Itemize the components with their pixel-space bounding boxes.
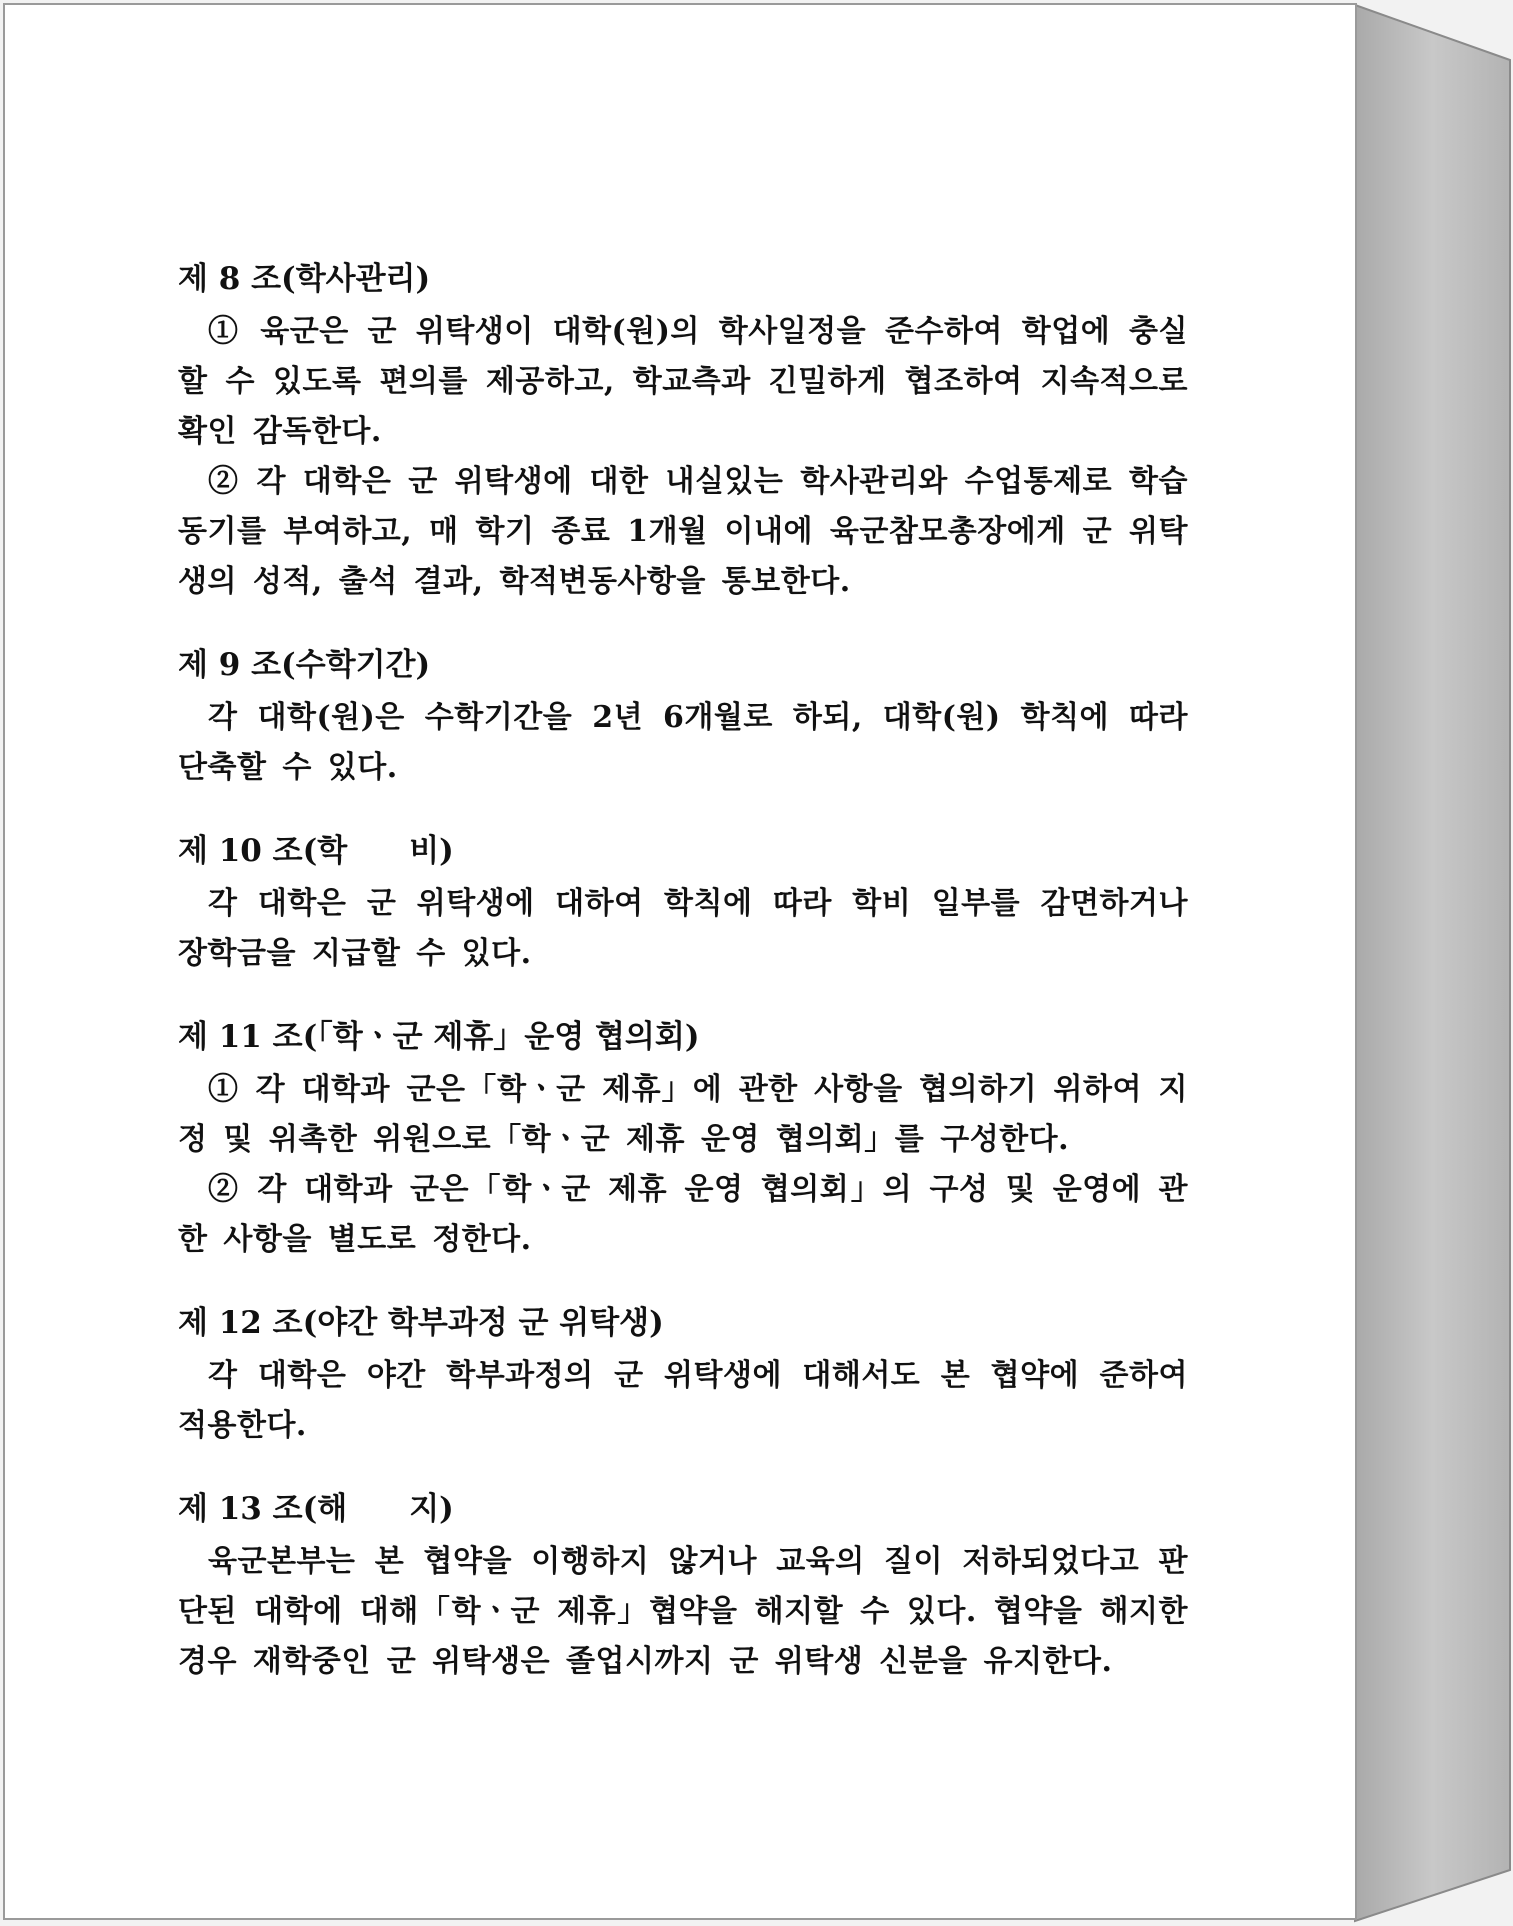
article-paragraph: 각 대학(원)은 수학기간을 2년 6개월로 하되, 대학(원) 학칙에 따라 단축할 수 있다. [178,700,1188,785]
article-13 [178,1485,1188,1687]
article-8 [178,255,1188,607]
article-paragraph: ① 육군은 군 위탁생이 대학(원)의 학사일정을 준수하여 학업에 충실할 수 있도록 편의를 제공하고, 학교측과 긴밀하게 협조하여 지속적으로 확인 감독한다. [178,314,1188,449]
article-paragraph: ② 각 대학과 군은「학ㆍ군 제휴 운영 협의회」의 구성 및 운영에 관한 사항을 별도로 정한다. [178,1172,1188,1257]
article-heading: 제 12 조(야간 학부과정 군 위탁생) [178,1305,664,1341]
article-heading: 제 10 조(학 비) [178,833,454,869]
article-paragraph: ② 각 대학은 군 위탁생에 대한 내실있는 학사관리와 수업통제로 학습 동기를 부여하고, 매 학기 종료 1개월 이내에 육군참모총장에게 군 위탁생의 성적, 출석 결과, 학적변동사항을 통보한다. [178,464,1188,599]
article-heading: 제 8 조(학사관리) [178,261,431,297]
article-9 [178,641,1188,793]
article-paragraph: ① 각 대학과 군은「학ㆍ군 제휴」에 관한 사항을 협의하기 위하여 지정 및 위촉한 위원으로「학ㆍ군 제휴 운영 협의회」를 구성한다. [178,1072,1188,1157]
article-heading: 제 9 조(수학기간) [178,647,431,683]
article-paragraph: 각 대학은 군 위탁생에 대하여 학칙에 따라 학비 일부를 감면하거나 장학금을 지급할 수 있다. [178,886,1188,971]
article-heading: 제 11 조(「학ㆍ군 제휴」운영 협의회) [178,1019,700,1055]
article-11 [178,1013,1188,1265]
article-10 [178,827,1188,979]
article-paragraph: 각 대학은 야간 학부과정의 군 위탁생에 대해서도 본 협약에 준하여 적용한다. [178,1358,1188,1443]
article-12 [178,1299,1188,1451]
article-heading: 제 13 조(해 지) [178,1491,454,1527]
document-body [178,255,1188,1721]
article-paragraph: 육군본부는 본 협약을 이행하지 않거나 교육의 질이 저하되었다고 판단된 대학에 대해「학ㆍ군 제휴」협약을 해지할 수 있다. 협약을 해지한 경우 재학중인 군 위탁생은 졸업시까지 군 위탁생 신분을 유지한다. [178,1544,1188,1679]
